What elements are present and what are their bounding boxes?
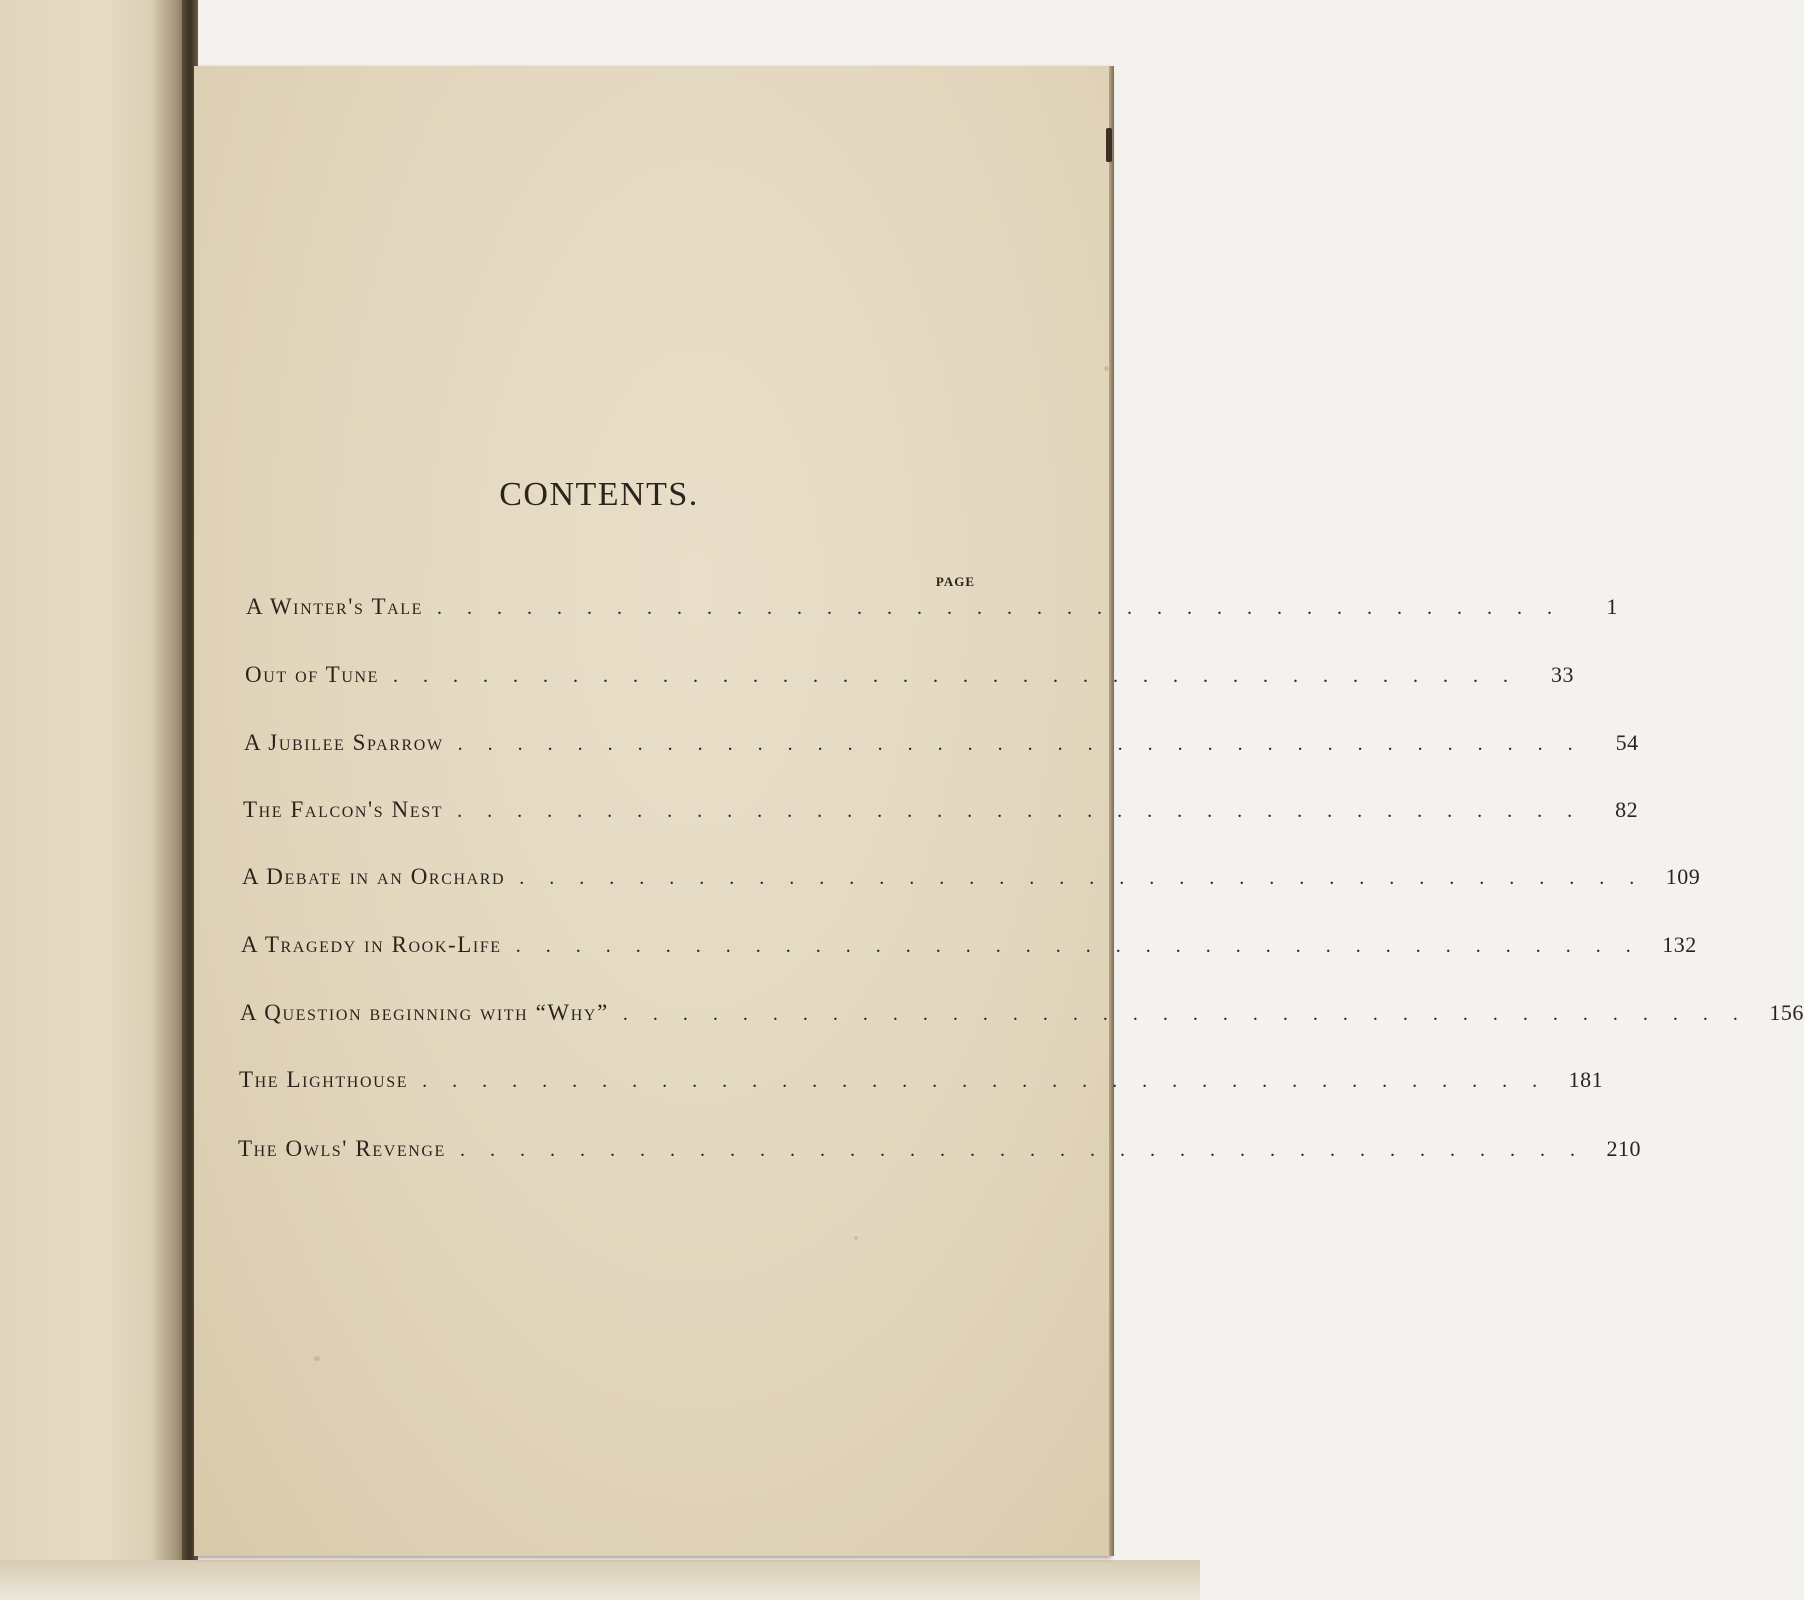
dot-leader: . . . . . . . . . . . . . . . . . . . . . . . . . . . . . . . . . . . . . .	[457, 733, 1583, 755]
toc-entry-page: 181	[1568, 1067, 1604, 1092]
dot-leader: . . . . . . . . . . . . . . . . . . . . . . . . . . . . . . . . . . . . . .	[519, 867, 1645, 889]
dot-leader: . . . . . . . . . . . . . . . . . . . . . . . . . . . . . . . . . . . . . .	[422, 1070, 1548, 1092]
toc-entry	[240, 1000, 1804, 1040]
contents-heading: CONTENTS.	[499, 476, 699, 513]
toc-entry	[242, 864, 1701, 904]
toc-entry-title: A Question beginning with “Why”	[240, 1000, 609, 1025]
toc-entry-page: 132	[1662, 932, 1697, 957]
toc-entry-page: 1	[1606, 594, 1619, 619]
toc-entry-title: A Tragedy in Rook-Life	[241, 932, 502, 957]
toc-entry-page: 33	[1551, 662, 1575, 687]
dot-leader: . . . . . . . . . . . . . . . . . . . . . . . . . . . . . . . . . . . . . .	[457, 800, 1583, 822]
toc-entry-title: A Jubilee Sparrow	[244, 730, 444, 755]
binding-clip	[1106, 128, 1112, 162]
toc-entry-title: The Falcon's Nest	[243, 797, 444, 822]
toc-entry	[238, 1136, 1641, 1176]
toc-entry-page: 82	[1615, 797, 1639, 822]
toc-entry-page: 156	[1769, 1000, 1804, 1025]
dot-leader: . . . . . . . . . . . . . . . . . . . . . . . . . . . . . . . . . . . . . .	[437, 597, 1563, 619]
toc-entry	[244, 730, 1639, 770]
toc-entry	[239, 1067, 1604, 1107]
dot-leader: . . . . . . . . . . . . . . . . . . . . . . . . . . . . . . . . . . . . . .	[393, 665, 1519, 687]
dot-leader: . . . . . . . . . . . . . . . . . . . . . . . . . . . . . . . . . . . . . .	[459, 1139, 1585, 1161]
toc-entry-page: 54	[1615, 730, 1639, 755]
dot-leader: . . . . . . . . . . . . . . . . . . . . . . . . . . . . . . . . . . . . . .	[515, 935, 1641, 957]
toc-entry-title: The Owls' Revenge	[238, 1136, 446, 1161]
toc-entry-title: A Winter's Tale	[246, 594, 424, 619]
toc-entry-title: The Lighthouse	[239, 1067, 409, 1092]
page-column-heading: PAGE	[935, 574, 975, 589]
foxing-spot	[314, 1356, 320, 1361]
toc-entry	[245, 662, 1575, 702]
toc-entry	[246, 594, 1619, 634]
dot-leader: . . . . . . . . . . . . . . . . . . . . . . . . . . . . . . . . . . . . . .	[622, 1003, 1748, 1025]
toc-entry	[241, 932, 1697, 972]
toc-entry	[243, 797, 1639, 837]
toc-entry-page: 109	[1665, 864, 1701, 889]
cover-bottom-edge	[0, 1560, 1200, 1600]
toc-entry-title: Out of Tune	[245, 662, 380, 687]
toc-entry-title: A Debate in an Orchard	[242, 864, 506, 889]
toc-entry-page: 210	[1606, 1136, 1641, 1161]
foxing-spot	[854, 1236, 858, 1240]
